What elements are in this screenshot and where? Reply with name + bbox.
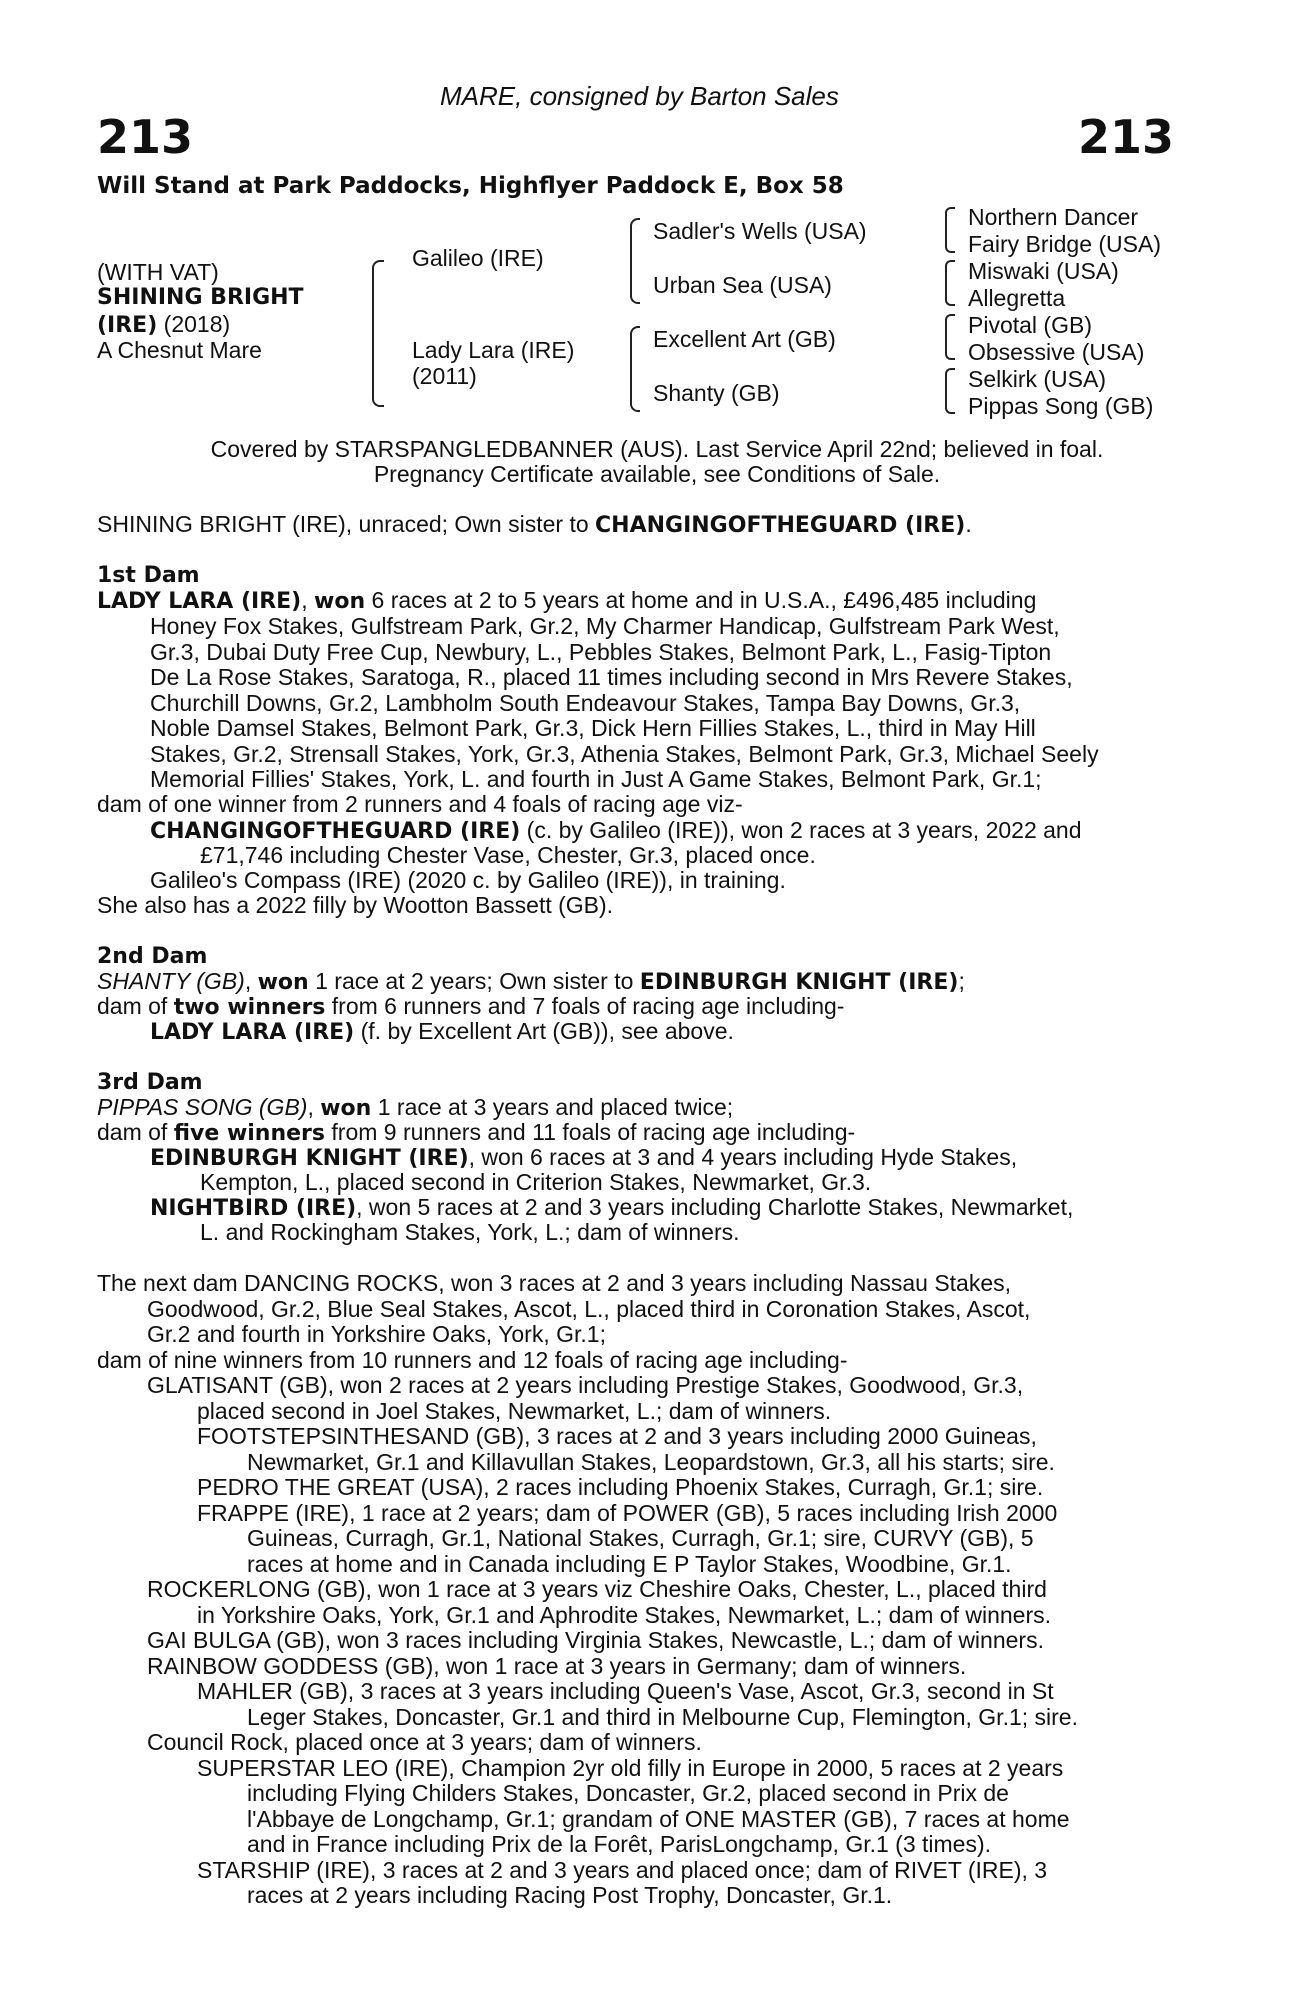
- next-dam-line: in Yorkshire Oaks, York, Gr.1 and Aphrodite Stakes, Newmarket, L.; dam of winners.: [197, 1601, 1051, 1628]
- dam3-p2-line2: L. and Rockingham Stakes, York, L.; dam of winners.: [200, 1219, 740, 1245]
- dam2-line2-bold: two winners: [173, 995, 326, 1020]
- dam2-line2-pre: dam of: [97, 993, 174, 1019]
- intro-end: .: [965, 511, 972, 537]
- pedigree-dam-line2: (2011): [412, 363, 477, 389]
- dam2-line3-text: (f. by Excellent Art (GB)), see above.: [354, 1018, 734, 1044]
- next-dam-line: PEDRO THE GREAT (USA), 2 races including Phoenix Stakes, Curragh, Gr.1; sire.: [197, 1474, 1044, 1500]
- dam2-line1: SHANTY (GB), won 1 race at 2 years; Own sister to EDINBURGH KNIGHT (IRE);: [97, 968, 965, 995]
- dam2-line3: [150, 1019, 734, 1046]
- dam3-heading: 3rd Dam: [97, 1070, 203, 1095]
- next-dam-line: GAI BULGA (GB), won 3 races including Virginia Stakes, Newcastle, L.; dam of winners.: [147, 1627, 1044, 1653]
- dam2-line3-bold: LADY LARA (IRE): [150, 1020, 355, 1045]
- brace-sire: [630, 218, 640, 304]
- pedigree-dam-line1: Lady Lara (IRE): [412, 337, 575, 363]
- dam1-progeny1-name: CHANGINGOFTHEGUARD (IRE): [150, 819, 521, 844]
- next-dam-line: FOOTSTEPSINTHESAND (GB), 3 races at 2 and 3 years including 2000 Guineas,: [197, 1423, 1037, 1449]
- brace-main: [372, 260, 384, 407]
- dam3-p2-text: , won 5 races at 2 and 3 years including Charlotte Stakes, Newmarket,: [356, 1194, 1074, 1220]
- consignment-line: MARE, consigned by Barton Sales: [440, 81, 839, 111]
- dam3-line2-bold: five winners: [173, 1121, 326, 1146]
- horse-description: A Chesnut Mare: [97, 337, 262, 363]
- vat-label: (WITH VAT): [97, 259, 219, 285]
- dam1-heading: 1st Dam: [97, 563, 200, 588]
- dam3-p1-line2: Kempton, L., placed second in Criterion Stakes, Newmarket, Gr.3.: [200, 1169, 872, 1195]
- next-dam-line: MAHLER (GB), 3 races at 3 years including Queen's Vase, Ascot, Gr.3, second in St: [197, 1678, 1054, 1704]
- next-dam-line: Leger Stakes, Doncaster, Gr.1 and third in Melbourne Cup, Flemington, Gr.1; sire.: [247, 1703, 1078, 1730]
- pedigree-dss: Pivotal (GB): [968, 312, 1092, 338]
- dam3-line2: [97, 1120, 855, 1147]
- dam1-also: She also has a 2022 filly by Wootton Bassett (GB).: [97, 892, 614, 918]
- horse-name-line2: (IRE): [97, 313, 158, 338]
- brace-ss: [945, 207, 955, 253]
- pedigree-sdd: Allegretta: [968, 285, 1066, 311]
- intro-line: [97, 512, 972, 539]
- lot-number-left: 213: [97, 110, 194, 164]
- next-dam-line: FRAPPE (IRE), 1 race at 2 years; dam of POWER (GB), 5 races including Irish 2000: [197, 1499, 1058, 1526]
- next-dam-line: Guineas, Curragh, Gr.1, National Stakes, Curragh, Gr.1; sire, CURVY (GB), 5: [247, 1525, 1034, 1551]
- dam2-line2: [97, 994, 844, 1021]
- intro-bold: CHANGINGOFTHEGUARD (IRE): [595, 513, 966, 538]
- next-dam-line: including Flying Childers Stakes, Doncaster, Gr.2, placed second in Prix de: [247, 1780, 1009, 1806]
- dam2-won: won: [257, 970, 309, 995]
- pedigree-sire: Galileo (IRE): [412, 245, 544, 271]
- next-dam-line: placed second in Joel Stakes, Newmarket, L.; dam of winners.: [197, 1397, 832, 1424]
- dam2-heading: 2nd Dam: [97, 944, 208, 969]
- dam1-record-line: Memorial Fillies' Stakes, York, L. and fourth in Just A Game Stakes, Belmont Park, Gr.1;: [150, 766, 1042, 792]
- dam2-sister: EDINBURGH KNIGHT (IRE): [639, 970, 959, 995]
- dam1-record: [150, 614, 1205, 793]
- horse-name-block: [97, 311, 230, 339]
- dam2-line2-text: from 6 runners and 7 foals of racing age including-: [325, 993, 845, 1019]
- dam3-p1-text: , won 6 races at 3 and 4 years including Hyde Stakes,: [468, 1144, 1018, 1170]
- next-dam-line: The next dam DANCING ROCKS, won 3 races at 2 and 3 years including Nassau Stakes,: [97, 1270, 1012, 1296]
- next-dam-line: races at 2 years including Racing Post Trophy, Doncaster, Gr.1.: [247, 1882, 893, 1908]
- dam1-dam-of: dam of one winner from 2 runners and 4 foals of racing age viz-: [97, 791, 743, 817]
- dam3-line2-text: from 9 runners and 11 foals of racing age including-: [325, 1119, 856, 1145]
- next-dam-line: races at home and in Canada including E P Taylor Stakes, Woodbine, Gr.1.: [247, 1550, 1012, 1577]
- next-dam-line: dam of nine winners from 10 runners and 12 foals of racing age including-: [97, 1346, 848, 1373]
- dam3-p2: [150, 1195, 1073, 1222]
- dam1-progeny1: [150, 818, 1082, 845]
- covered-line2: Pregnancy Certificate available, see Conditions of Sale.: [373, 461, 941, 487]
- dam3-won: won: [320, 1096, 372, 1121]
- lot-number-right: 213: [1078, 110, 1175, 164]
- horse-name-line1: SHINING BRIGHT: [97, 285, 304, 310]
- next-dam-line: Goodwood, Gr.2, Blue Seal Stakes, Ascot, L., placed third in Coronation Stakes, Ascot,: [147, 1295, 1031, 1322]
- pedigree-sss: Northern Dancer: [968, 204, 1139, 230]
- dam1-record-line: Churchill Downs, Gr.2, Lambholm South Endeavour Stakes, Tampa Bay Downs, Gr.3,: [150, 689, 1021, 716]
- brace-dam: [630, 326, 640, 412]
- dam3-text: 1 race at 3 years and placed twice;: [371, 1094, 734, 1120]
- brace-ds: [945, 314, 955, 360]
- dam1-won: won: [314, 589, 366, 614]
- dam1-record-line: Noble Damsel Stakes, Belmont Park, Gr.3, Dick Hern Fillies Stakes, L., third in May Hill: [150, 715, 1036, 741]
- intro-text: SHINING BRIGHT (IRE), unraced; Own sister to: [97, 511, 596, 537]
- dam1-record-line: Gr.3, Dubai Duty Free Cup, Newbury, L., Pebbles Stakes, Belmont Park, L., Fasig-Tipton: [150, 638, 1052, 665]
- dam1-record-line: De La Rose Stakes, Saratoga, R., placed 11 times including second in Mrs Revere Stakes,: [150, 664, 1073, 690]
- covered-line1: Covered by STARSPANGLEDBANNER (AUS). Last Service April 22nd; believed in foal.: [210, 436, 1104, 462]
- next-dam-line: SUPERSTAR LEO (IRE), Champion 2yr old filly in Europe in 2000, 5 races at 2 years: [197, 1754, 1064, 1781]
- dam1-progeny2: Galileo's Compass (IRE) (2020 c. by Galileo (IRE)), in training.: [150, 867, 786, 893]
- dam3-p1-name: EDINBURGH KNIGHT (IRE): [150, 1146, 469, 1171]
- dam3-line1: PIPPAS SONG (GB), won 1 race at 3 years and placed twice;: [97, 1094, 734, 1121]
- pedigree-dd: Shanty (GB): [653, 380, 780, 406]
- pedigree-sds: Miswaki (USA): [968, 258, 1119, 284]
- dam1-record-line: Honey Fox Stakes, Gulfstream Park, Gr.2, My Charmer Handicap, Gulfstream Park West,: [150, 613, 1060, 639]
- dam2-text: 1 race at 2 years; Own sister to: [308, 968, 640, 994]
- horse-year: (2018): [163, 311, 231, 337]
- dam3-p1: [150, 1145, 1017, 1172]
- dam3-p2-name: NIGHTBIRD (IRE): [150, 1196, 357, 1221]
- next-dam-line: Gr.2 and fourth in Yorkshire Oaks, York, Gr.1;: [147, 1321, 606, 1347]
- next-dam-line: GLATISANT (GB), won 2 races at 2 years including Prestige Stakes, Goodwood, Gr.3,: [147, 1372, 1024, 1398]
- stand-location: Will Stand at Park Paddocks, Highflyer Paddock E, Box 58: [97, 173, 844, 199]
- pedigree-dds: Selkirk (USA): [968, 366, 1107, 392]
- dam1-progeny1-text: (c. by Galileo (IRE)), won 2 races at 3 years, 2022 and: [520, 817, 1082, 843]
- pedigree-sd: Urban Sea (USA): [653, 272, 832, 298]
- dam1-progeny1-line2: £71,746 including Chester Vase, Chester, Gr.3, placed once.: [200, 842, 816, 868]
- pedigree-dsd: Obsessive (USA): [968, 339, 1145, 365]
- next-dam-line: Council Rock, placed once at 3 years; dam of winners.: [147, 1729, 702, 1755]
- pedigree-ssd: Fairy Bridge (USA): [968, 231, 1161, 257]
- next-dam-line: RAINBOW GODDESS (GB), won 1 race at 3 years in Germany; dam of winners.: [147, 1652, 967, 1679]
- dam1-name: LADY LARA (IRE): [97, 589, 302, 614]
- pedigree-ddd: Pippas Song (GB): [968, 393, 1154, 419]
- next-dam-line: Newmarket, Gr.1 and Killavullan Stakes, Leopardstown, Gr.3, all his starts; sire.: [247, 1448, 1055, 1475]
- dam3-line2-pre: dam of: [97, 1119, 174, 1145]
- next-dam-line: STARSHIP (IRE), 3 races at 2 and 3 years and placed once; dam of RIVET (IRE), 3: [197, 1856, 1048, 1883]
- next-dam-line: l'Abbaye de Longchamp, Gr.1; grandam of ONE MASTER (GB), 7 races at home: [247, 1805, 1070, 1832]
- next-dam-block: [97, 1271, 1205, 1909]
- brace-dd: [945, 368, 955, 414]
- brace-sd: [945, 260, 955, 306]
- pedigree-ss: Sadler's Wells (USA): [653, 218, 867, 244]
- dam2-name: SHANTY (GB): [97, 968, 245, 994]
- next-dam-line: ROCKERLONG (GB), won 1 race at 3 years viz Cheshire Oaks, Chester, L., placed third: [147, 1576, 1047, 1602]
- dam1-first-line: LADY LARA (IRE), won 6 races at 2 to 5 years at home and in U.S.A., £496,485 including: [97, 587, 1037, 614]
- dam1-record-line: Stakes, Gr.2, Strensall Stakes, York, Gr.3, Athenia Stakes, Belmont Park, Gr.3, Michael Seely: [150, 740, 1099, 767]
- dam3-name: PIPPAS SONG (GB): [97, 1094, 308, 1120]
- pedigree-ds: Excellent Art (GB): [653, 326, 836, 352]
- next-dam-line: and in France including Prix de la Forêt, ParisLongchamp, Gr.1 (3 times).: [247, 1831, 992, 1857]
